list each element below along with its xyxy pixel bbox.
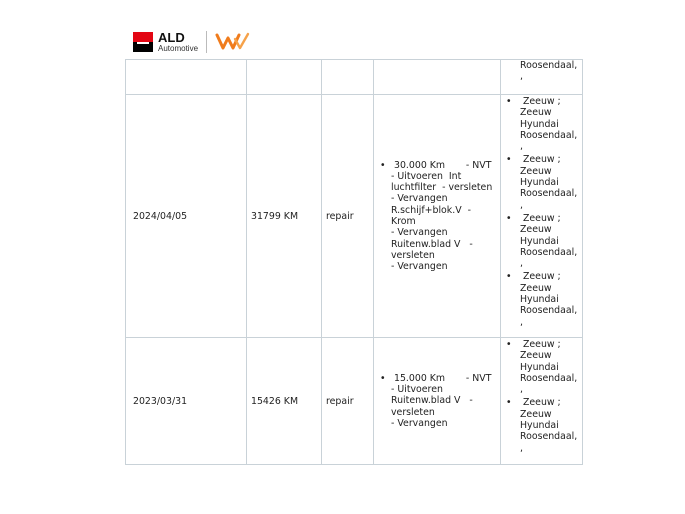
type-cell: repair bbox=[322, 95, 374, 338]
bullet-icon: • bbox=[380, 372, 386, 384]
description-cell bbox=[374, 338, 501, 465]
date-cell: 2024/04/05 bbox=[126, 95, 247, 338]
bullet-icon: • bbox=[506, 339, 512, 350]
logo-divider bbox=[206, 31, 207, 53]
dealer-text: Zeeuw ; Zeeuw Hyundai Roosendaal, , bbox=[520, 271, 578, 328]
dealer-text: Zeeuw ; Zeeuw Hyundai Roosendaal, , bbox=[520, 212, 578, 270]
description-text: 15.000 Km - NVT - Uitvoeren Ruitenw.blad V - versleten - Vervangen bbox=[391, 372, 492, 429]
maintenance-history-table bbox=[125, 59, 583, 465]
type-cell: repair bbox=[322, 338, 374, 465]
type-cell bbox=[322, 60, 374, 95]
dealer-text: Zeeuw ; Zeeuw Hyundai Roosendaal, , bbox=[520, 154, 578, 211]
description-cell bbox=[374, 60, 501, 95]
dealer-item bbox=[501, 397, 582, 453]
dealer-text: Zeeuw ; Zeeuw Hyundai Roosendaal, , bbox=[520, 339, 578, 396]
dealer-item bbox=[501, 154, 582, 210]
dealer-cell bbox=[501, 95, 583, 338]
bullet-icon: • bbox=[506, 212, 512, 224]
table-row bbox=[126, 338, 583, 465]
date-cell bbox=[126, 60, 247, 95]
bullet-icon: • bbox=[506, 397, 512, 409]
description-item bbox=[374, 373, 500, 429]
bullet-icon: • bbox=[380, 159, 386, 171]
dealer-text: Zeeuw ; Zeeuw Hyundai Roosendaal, , bbox=[520, 96, 578, 153]
brand-subtitle: Automotive bbox=[158, 44, 199, 53]
mileage-cell bbox=[247, 60, 322, 95]
ald-logo-icon bbox=[133, 32, 153, 52]
mileage-cell: 31799 KM bbox=[247, 95, 322, 338]
dealer-text: Roosendaal, , bbox=[520, 60, 578, 83]
date-cell: 2023/03/31 bbox=[126, 338, 247, 465]
bullet-icon: • bbox=[506, 154, 512, 166]
dealer-cell bbox=[501, 338, 583, 465]
mileage-cell: 15426 KM bbox=[247, 338, 322, 465]
dealer-item bbox=[501, 339, 582, 395]
dealer-text: Zeeuw ; Zeeuw Hyundai Roosendaal, , bbox=[520, 397, 578, 454]
bullet-icon: • bbox=[506, 271, 512, 283]
description-cell bbox=[374, 95, 501, 338]
table-row bbox=[126, 60, 583, 95]
ald-brand-text bbox=[158, 31, 198, 53]
brand-name: ALD bbox=[158, 30, 185, 45]
description-text: 30.000 Km - NVT - Uitvoeren Int luchtfilter - versleten - Vervangen R.schijf+blok.V - Krom - Vervangen Ruitenw.blad V - versleten - Vervangen bbox=[391, 159, 493, 273]
page-header bbox=[133, 30, 251, 54]
table-row bbox=[126, 95, 583, 338]
leaseplan-logo-icon bbox=[215, 31, 251, 53]
dealer-cell bbox=[501, 60, 583, 95]
dealer-item bbox=[501, 271, 582, 327]
dealer-item bbox=[501, 213, 582, 269]
dealer-item bbox=[501, 96, 582, 152]
bullet-icon: • bbox=[506, 96, 512, 107]
description-item bbox=[374, 160, 500, 273]
